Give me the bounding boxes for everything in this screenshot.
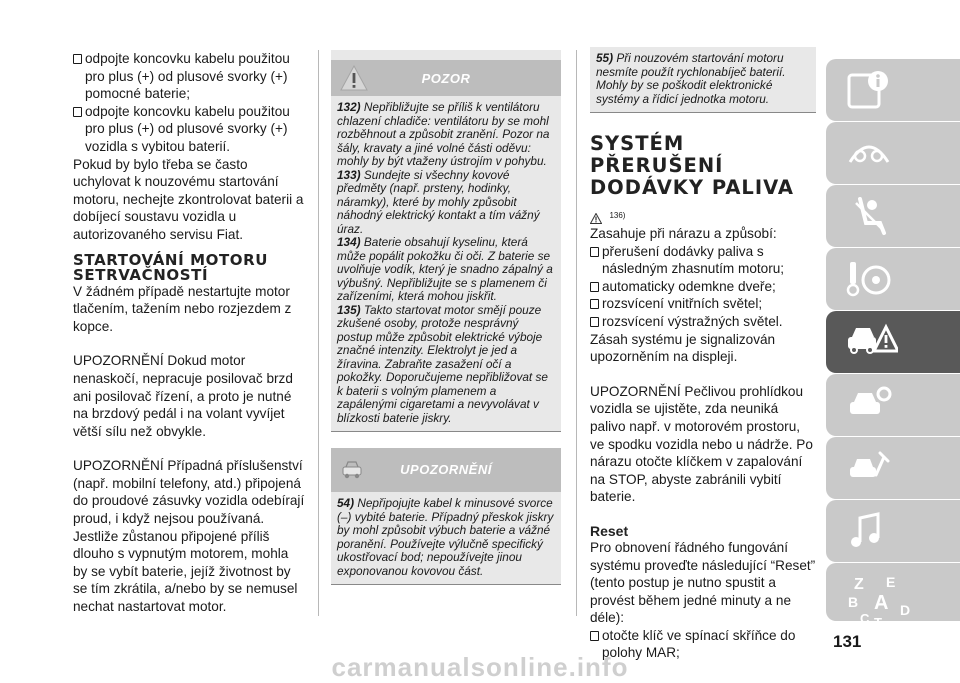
service-car-icon (846, 382, 892, 428)
index-letter-d: D (900, 602, 911, 618)
list-item: odpojte koncovku kabelu použitou pro plus (+) od plusové svorky (+) vozidla s vybitou baterií. (73, 103, 305, 156)
chapter-sidebar (826, 59, 960, 627)
paragraph: Pro obnovení řádného fungování systému proveďte následující “Reset” (tento postup je nutno spustit a provést během jedné minuty a ne déle): (590, 539, 816, 626)
warning-item: 54) Nepřipojujte kabel k minusové svorce (–) vybité baterie. Případný přeskok jiskry by mohl způsobit výbuch baterie a vážné poranění. Používejte výlučně specifický ukostřovací bod; nepoužívejte jinou exponovanou kovovou část. (337, 496, 554, 578)
tab-emergency[interactable] (826, 311, 960, 373)
tab-index[interactable] (826, 563, 960, 627)
index-letters-icon (846, 571, 916, 627)
paragraph: UPOZORNĚNÍ Případná příslušenství (např. mobilní telefony, atd.) připojená do proudové zásuvky vozidla odebírají proud, i když nejsou používaná. Jestliže zůstanou připojené příliš dlouho s vypnutým motorem, mohla by se vybít baterie, jejíž životnost by se tím zkrátila, a/nebo by se nemusel nechat nastartovat motor. (73, 458, 305, 615)
index-letter-z: Z (854, 576, 864, 593)
info-icon (846, 67, 892, 113)
paragraph: Pokud by bylo třeba se často uchylovat k nouzovému startování motoru, nechejte zkontrolovat baterii a dobíjecí soustavu vozidla u autorizovaného servisu Fiat. (73, 156, 304, 242)
warning-item: 132) Nepřibližujte se příliš k ventilátoru chlazení chladiče: ventilátoru by se mohl rozběhnout a způsobit zranění. Pozor na šály, kravaty a jiné volné části oděvu: mohly by být vtaženy ústrojím v pohybu. (337, 100, 550, 168)
warning-triangle-icon (590, 213, 602, 224)
notice-box (590, 47, 816, 113)
upozorneni-box (331, 448, 561, 585)
paragraph: UPOZORNĚNÍ Pečlivou prohlídkou vozidla se ujistěte, zda neuniká palivo např. v motorovém prostoru, ve spodku vozidla nebo u nádrže. Po nárazu otočte klíčkem v zapalování na STOP, abyste zabránili vybití baterie. (590, 383, 813, 505)
text-column-2 (331, 50, 561, 585)
upozorneni-header (331, 448, 561, 492)
multimedia-icon (846, 508, 892, 554)
index-letter-a: A (874, 592, 889, 614)
index-letter-t: T (874, 615, 882, 627)
paragraph: V žádném případě nestartujte motor tlačením, tažením nebo rozjezdem z kopce. (73, 283, 292, 334)
index-letter-c: C (860, 611, 870, 626)
pozor-box (331, 50, 561, 432)
paragraph: Zasahuje při nárazu a způsobí: (590, 226, 777, 241)
text-column-1 (73, 50, 305, 616)
column-divider (318, 50, 319, 616)
section-heading: SYSTÉM PŘERUŠENÍ DODÁVKY PALIVA (590, 132, 794, 199)
upozorneni-title: UPOZORNĚNÍ (400, 462, 492, 477)
list-item: otočte klíč ve spínací skříňce do polohy MAR; (590, 627, 816, 662)
warning-item: 55) Při nouzovém startování motoru nesmíte použít rychlonabíječ baterií. Mohly by se poškodit elektronické systémy a řídicí jednotka motoru. (596, 51, 786, 106)
paragraph: UPOZORNĚNÍ Dokud motor nenaskočí, nepracuje posilovač brzd ani posilovač řízení, a proto je nutné na brzdový pedál i na volant vyvíjet větší sílu než obvykle. (73, 353, 293, 439)
tab-info[interactable] (826, 59, 960, 121)
list-item: rozsvícení vnitřních světel; (590, 295, 816, 313)
list-item: odpojte koncovku kabelu použitou pro plus (+) od plusové svorky (+) pomocné baterie; (73, 50, 305, 103)
watermark: carmanualsonline.info (331, 652, 629, 682)
seat-safety-icon (846, 193, 892, 239)
section-heading: STARTOVÁNÍ MOTORU SETRVAČNOSTÍ (73, 250, 269, 284)
key-steering-icon (846, 256, 892, 302)
column-divider (576, 50, 577, 616)
page-number: 131 (833, 632, 862, 651)
text-column-3 (590, 50, 816, 662)
reference-note: 136) (590, 211, 816, 225)
tab-safety[interactable] (826, 185, 960, 247)
index-letter-b: B (848, 594, 859, 610)
list-item: rozsvícení výstražných světel. (590, 313, 816, 331)
tools-car-icon (846, 445, 892, 491)
subheading: Reset (590, 522, 629, 539)
tab-technical[interactable] (826, 437, 960, 499)
tab-driving[interactable] (826, 248, 960, 310)
tab-service[interactable] (826, 374, 960, 436)
dashboard-icon (846, 130, 892, 176)
pozor-title: POZOR (421, 71, 471, 86)
index-letter-e: E (886, 574, 896, 590)
pozor-header (331, 60, 561, 96)
warning-item: 135) Takto startovat motor smějí pouze zkušené osoby, protože nesprávný postup může způsobit elektrické výboje značné intenzity. Elektrolyt je jed a žíravina. Zabraňte zasažení očí a pokožky. Doporučujeme nepřibližovat se k baterii s volným plamenem a zapálenými cigaretami a nevyvolávat v blízkosti baterie jiskry. (337, 302, 548, 425)
paragraph: Zásah systému je signalizován upozorněním na displeji. (590, 331, 776, 365)
tab-dashboard[interactable] (826, 122, 960, 184)
warning-item: 134) Baterie obsahují kyselinu, která může popálit pokožku či oči. Z baterie se uvolňuje vodík, který je snadno zápalný a výbušný. Nepřibližujte se s plamenem či zařízeními, která mohou jiskřit. (337, 235, 553, 303)
warning-item: 133) Sundejte si všechny kovové předměty (např. prsteny, hodinky, náramky), které by mohly způsobit náhodný elektrický kontakt a tím vážný úraz. (337, 167, 540, 236)
list-item: přerušení dodávky paliva s následným zhasnutím motoru; (590, 243, 816, 278)
tab-multimedia[interactable] (826, 500, 960, 562)
list-item: automaticky odemkne dveře; (590, 278, 816, 296)
warning-car-icon (846, 319, 898, 365)
